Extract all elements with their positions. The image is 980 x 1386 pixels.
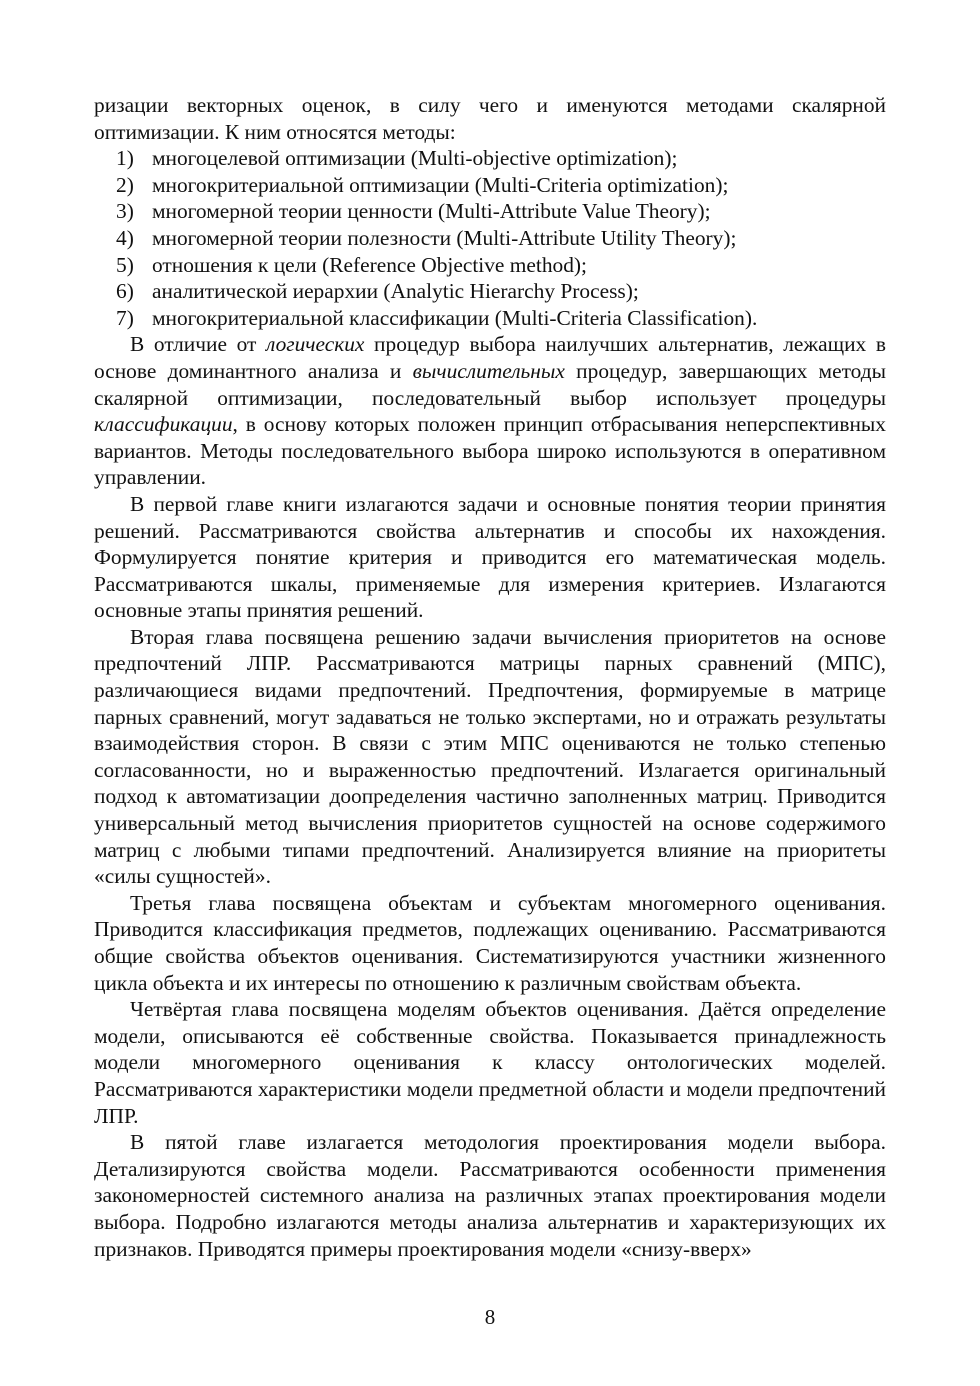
page-body: [94, 92, 886, 1262]
chapter-5-paragraph: В пятой главе излагается методология проектирования модели выбора. Детализируются свойства модели. Рассматриваются особенности применения закономерностей системного анализа на различных этапах проектирования модели выбора. Подробно излагаются методы анализа альтернатив и характеризующих их признаков. Приводятся примеры проектирования модели «снизу-вверх»: [94, 1130, 886, 1261]
list-item-text: многокритериальной классификации (Multi-Criteria Classification).: [152, 305, 758, 330]
chapter-2-paragraph: Вторая глава посвящена решению задачи вычисления приоритетов на основе предпочтений ЛПР. Рассматриваются матрицы парных сравнений (МПС), различающиеся видами предпочтений. Предпочтения, формируемые в матрице парных сравнений, могут задаваться не только экспертами, но и отражать результаты взаимодействия сторон. В связи с этим МПС оцениваются не только степенью согласованности, но и выраженностью предпочтений. Излагается оригинальный подход к автоматизации доопределения частично заполненных матриц. Приводится универсальный метод вычисления приоритетов сущностей на основе содержимого матриц с любыми типами предпочтений. Анализируется влияние на приоритеты «силы сущностей».: [94, 624, 886, 889]
list-item-text: многомерной теории полезности (Multi-Attribute Utility Theory);: [152, 225, 737, 250]
emphasis-classification: классификации: [94, 412, 233, 437]
list-item-number: 6): [116, 279, 134, 304]
list-item: [116, 145, 886, 172]
list-item: [116, 252, 886, 279]
contrast-paragraph: [94, 331, 886, 491]
list-item-number: 5): [116, 252, 134, 277]
list-item: [116, 225, 886, 252]
intro-paragraph: ризации векторных оценок, в силу чего и именуются методами скалярной оптимизации. К ним относятся методы:: [94, 93, 886, 144]
contrast-text-4: , в основу которых положен принцип отбрасывания неперспективных вариантов. Методы последовательного выбора широко используются в оперативном управлении.: [94, 412, 886, 490]
chapter-4-paragraph: Четвёртая глава посвящена моделям объектов оценивания. Даётся определение модели, описываются её собственные свойства. Показывается принадлежность модели многомерного оценивания к классу онтологических моделей. Рассматриваются характеристики модели предметной области и модели предпочтений ЛПР.: [94, 997, 886, 1128]
list-item: [116, 278, 886, 305]
list-item: [116, 198, 886, 225]
list-item-number: 1): [116, 146, 134, 171]
methods-list: [94, 145, 886, 331]
list-item-text: многоцелевой оптимизации (Multi-objective optimization);: [152, 146, 678, 171]
list-item-number: 3): [116, 199, 134, 224]
contrast-text-1: В отличие от: [130, 332, 266, 357]
list-item-number: 7): [116, 305, 134, 330]
list-item: [116, 305, 886, 332]
list-item-text: аналитической иерархии (Analytic Hierarchy Process);: [152, 279, 639, 304]
list-item-number: 2): [116, 172, 134, 197]
contrast-text-3: процедур, завершающих методы скалярной оптимизации, последовательный выбор использует процедуры: [94, 358, 886, 410]
list-item-text: отношения к цели (Reference Objective method);: [152, 252, 587, 277]
emphasis-logical: логических: [265, 332, 365, 357]
list-item: [116, 172, 886, 199]
page-number: 8: [484, 1305, 496, 1329]
contrast-text-2: процедур выбора наилучших альтернатив, лежащих в основе доминантного анализа и: [94, 332, 886, 383]
chapter-3-paragraph: Третья глава посвящена объектам и субъектам многомерного оценивания. Приводится классификация предметов, подлежащих оцениванию. Рассматриваются общие свойства объектов оценивания. Систематизируются участники жизненного цикла объекта и их интересы по отношению к различным свойствам объекта.: [94, 890, 886, 995]
chapter-1-paragraph: В первой главе книги излагаются задачи и основные понятия теории принятия решений. Рассматриваются свойства альтернатив и способы их нахождения. Формулируется понятие критерия и приводится его математическая модель. Рассматриваются шкалы, применяемые для измерения критериев. Излагаются основные этапы принятия решений.: [94, 491, 886, 623]
emphasis-computational: вычислительных: [412, 358, 565, 383]
list-item-number: 4): [116, 225, 134, 250]
list-item-text: многомерной теории ценности (Multi-Attribute Value Theory);: [152, 199, 711, 224]
list-item-text: многокритериальной оптимизации (Multi-Criteria optimization);: [152, 172, 729, 197]
